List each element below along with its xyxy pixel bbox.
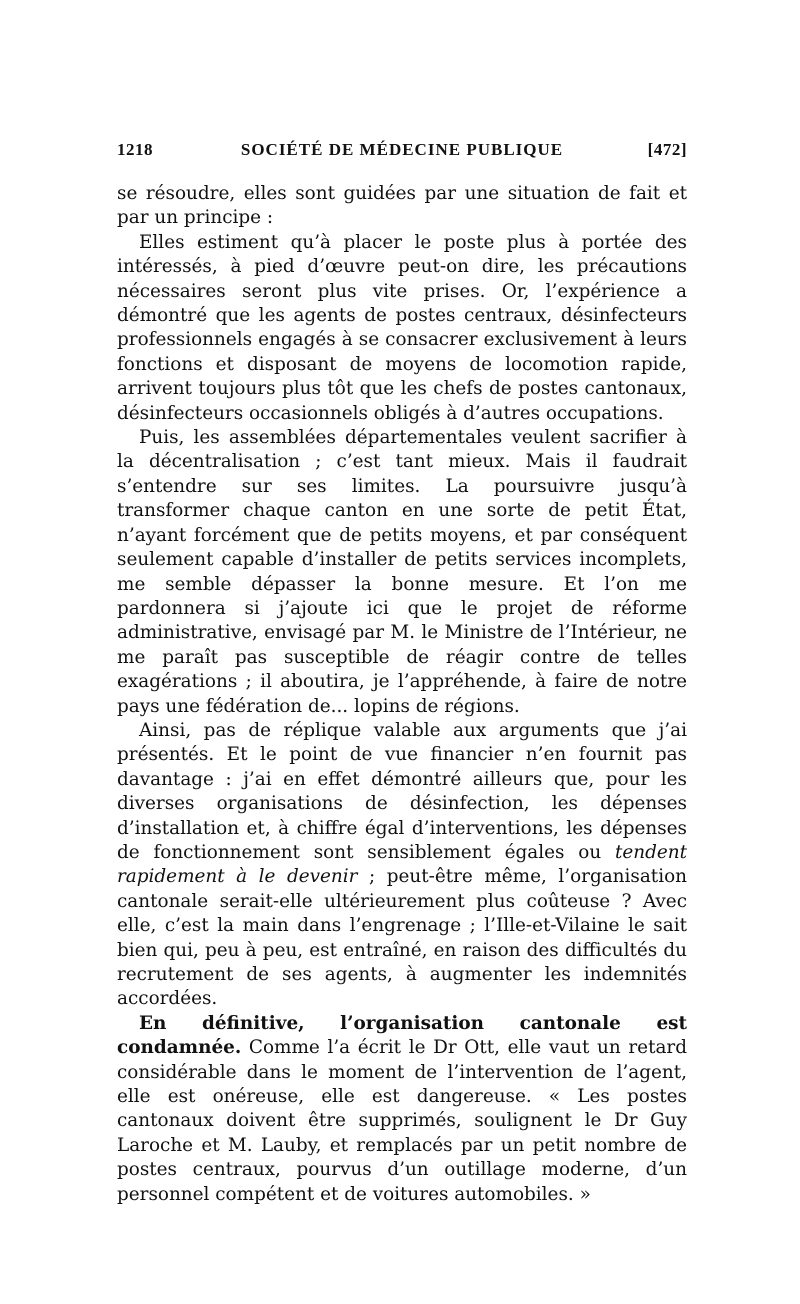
paragraph-text: tendent rapidement à le devenir: [117, 841, 687, 888]
paragraph-p1: [117, 182, 687, 231]
paragraph-text: En définitive, l’organisation cantonale est condamnée.: [117, 1012, 687, 1059]
running-header: [117, 140, 687, 168]
original-page-number: [472]: [647, 140, 687, 159]
paragraph-p4: [117, 719, 687, 1012]
paragraph-text: Comme l’a écrit le Dr Ott, elle vaut un retard considérable dans le moment de l’intervention de l’agent, elle est onéreuse, elle est dangereuse. « Les postes cantonaux doivent être supprimés, soulignent le Dr Guy Laroche et M. Lauby, et remplacés par un petit nombre de postes centraux, pourvus d’un outillage moderne, d’un personnel compétent et de voitures automobiles. »: [117, 1037, 687, 1205]
page-number: 1218: [117, 140, 153, 159]
paragraph-p5: [117, 1012, 687, 1207]
paragraph-text: Ainsi, pas de réplique valable aux arguments que j’ai présentés. Et le point de vue financier n’en fournit pas davantage : j’ai en effet démontré ailleurs que, pour les diverses organisations de désinfection, les dépenses d’installation et, à chiffre égal d’interventions, les dépenses de fonctionnement sont sensiblement égales ou: [117, 719, 687, 863]
paragraph-p2: [117, 231, 687, 426]
paragraph-text: Puis, les assemblées départementales veulent sacrifier à la décentralisation ; c’est tant mieux. Mais il faudrait s’entendre sur ses limites. La poursuivre jusqu’à transformer chaque canton en une sorte de petit État, n’ayant forcément que de petits moyens, et par conséquent seulement capable d’installer de petits services incomplets, me semble dépasser la bonne mesure. Et l’on me pardonnera si j’ajoute ici que le projet de réforme administrative, envisagé par M. le Ministre de l’Intérieur, ne me paraît pas susceptible de réagir contre de telles exagérations ; il aboutira, je l’appréhende, à faire de notre pays une fédération de... lopins de régions.: [117, 427, 687, 717]
paragraph-text: Elles estiment qu’à placer le poste plus à portée des intéressés, à pied d’œuvre peut-on dire, les précautions nécessaires seront plus vite prises. Or, l’expérience a démontré que les agents de postes centraux, désinfecteurs professionnels engagés à se consacrer exclusivement à leurs fonctions et disposant de moyens de locomotion rapide, arrivent toujours plus tôt que les chefs de postes cantonaux, désinfecteurs occasionnels obligés à d’autres occupations.: [117, 231, 687, 424]
body-text: [117, 182, 687, 1207]
book-page: [117, 140, 687, 1207]
paragraph-text: se résoudre, elles sont guidées par une situation de fait et par un principe :: [117, 183, 687, 229]
journal-title: SOCIÉTÉ DE MÉDECINE PUBLIQUE: [240, 140, 564, 159]
paragraph-p3: [117, 426, 687, 719]
paragraph-text: ; peut-être même, l’organisation cantonale serait-elle ultérieurement plus coûteuse ? Avec elle, c’est la main dans l’engrenage ; l’Ille-et-Vilaine le sait bien qui, peu à peu, est entraîné, en raison des difficultés du recrutement de ses agents, à augmenter les indemnités accordées.: [117, 866, 687, 1010]
